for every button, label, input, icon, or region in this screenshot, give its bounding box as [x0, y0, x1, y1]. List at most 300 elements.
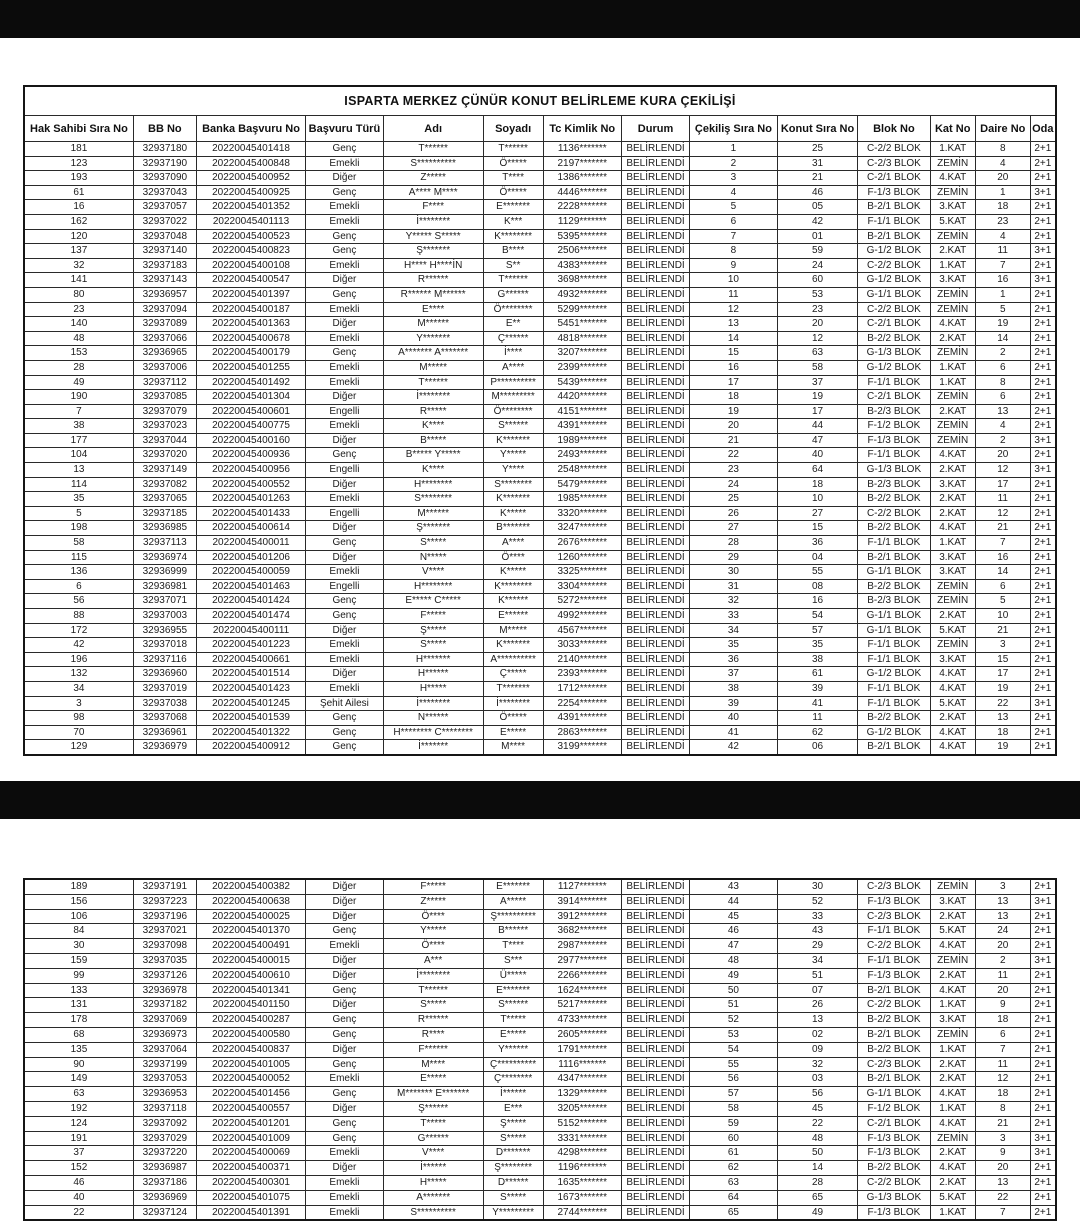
cell: 20 — [777, 317, 857, 332]
table-row — [24, 492, 1056, 507]
cell: Y********* — [483, 1205, 543, 1220]
cell: 20220045400547 — [196, 273, 305, 288]
cell: BELİRLENDİ — [621, 879, 689, 894]
table-row — [24, 909, 1056, 924]
cell: R****** — [383, 1013, 483, 1028]
cell: 2.KAT — [930, 1146, 975, 1161]
cell: K***** — [483, 506, 543, 521]
cell: 20220045401463 — [196, 579, 305, 594]
table-row — [24, 652, 1056, 667]
cell: 32937018 — [133, 638, 196, 653]
cell: Ş******* — [383, 244, 483, 259]
cell: 1.KAT — [930, 536, 975, 551]
cell: BELİRLENDİ — [621, 317, 689, 332]
cell: 2+1 — [1030, 1116, 1056, 1131]
cell: 2+1 — [1030, 579, 1056, 594]
cell: V**** — [383, 1146, 483, 1161]
cell: Diğer — [306, 623, 383, 638]
cell: 15 — [777, 521, 857, 536]
cell: 20220045401201 — [196, 1116, 305, 1131]
cell: M********* — [483, 390, 543, 405]
cell: 33 — [777, 909, 857, 924]
cell: 20220045400952 — [196, 171, 305, 186]
cell: 20220045400823 — [196, 244, 305, 259]
cell: 2+1 — [1030, 1087, 1056, 1102]
cell: 20220045401304 — [196, 390, 305, 405]
cell: H**** H****İN — [383, 258, 483, 273]
cell: Genç — [306, 594, 383, 609]
cell: 20220045401514 — [196, 667, 305, 682]
cell: 20220045401397 — [196, 287, 305, 302]
cell: 20220045400371 — [196, 1161, 305, 1176]
cell: 2+1 — [1030, 317, 1056, 332]
cell: 1 — [975, 185, 1030, 200]
page-title: ISPARTA MERKEZ ÇÜNÜR KONUT BELİRLEME KURA ÇEKİLİŞİ — [24, 86, 1056, 116]
cell: 3+1 — [1030, 953, 1056, 968]
cell: 3+1 — [1030, 1146, 1056, 1161]
cell: 5 — [690, 200, 778, 215]
cell: 2.KAT — [930, 404, 975, 419]
cell: 18 — [975, 200, 1030, 215]
cell: 32937098 — [133, 939, 196, 954]
cell: ZEMİN — [930, 953, 975, 968]
cell: H******* — [383, 652, 483, 667]
cell: ZEMİN — [930, 156, 975, 171]
cell: BELİRLENDİ — [621, 360, 689, 375]
table-row — [24, 1190, 1056, 1205]
cell: 20220045400187 — [196, 302, 305, 317]
table-row — [24, 1161, 1056, 1176]
cell: 2977******* — [543, 953, 621, 968]
cell: BELİRLENDİ — [621, 346, 689, 361]
cell: 1196******* — [543, 1161, 621, 1176]
cell: 39 — [777, 681, 857, 696]
cell: BELİRLENDİ — [621, 1087, 689, 1102]
cell: 2.KAT — [930, 1072, 975, 1087]
cell: 23 — [975, 214, 1030, 229]
cell: G-1/2 BLOK — [858, 244, 930, 259]
cell: 20220045401363 — [196, 317, 305, 332]
cell: R****** — [383, 273, 483, 288]
cell: 20 — [975, 939, 1030, 954]
cell: C-2/2 BLOK — [858, 1175, 930, 1190]
cell: 2+1 — [1030, 214, 1056, 229]
cell: M***** — [383, 360, 483, 375]
cell: 6 — [975, 390, 1030, 405]
cell: 27 — [690, 521, 778, 536]
cell: 49 — [24, 375, 133, 390]
cell: R**** — [383, 1027, 483, 1042]
cell: 32937044 — [133, 433, 196, 448]
cell: 2228******* — [543, 200, 621, 215]
cell: R****** M****** — [383, 287, 483, 302]
cell: Genç — [306, 244, 383, 259]
cell: 2987******* — [543, 939, 621, 954]
cell: Engelli — [306, 463, 383, 478]
cell: 20220045401370 — [196, 924, 305, 939]
cell: 32937048 — [133, 229, 196, 244]
cell: BELİRLENDİ — [621, 390, 689, 405]
cell: M******* E******* — [383, 1087, 483, 1102]
cell: M****** — [383, 506, 483, 521]
cell: 33 — [690, 609, 778, 624]
cell: 4347******* — [543, 1072, 621, 1087]
cell: 9 — [975, 1146, 1030, 1161]
cell: 11 — [690, 287, 778, 302]
cell: C-2/1 BLOK — [858, 390, 930, 405]
cell: B***** — [383, 433, 483, 448]
cell: 1673******* — [543, 1190, 621, 1205]
cell: 2.KAT — [930, 968, 975, 983]
cell: 62 — [777, 725, 857, 740]
cell: 20220045401433 — [196, 506, 305, 521]
cell: 20220045401352 — [196, 200, 305, 215]
cell: 3.KAT — [930, 894, 975, 909]
table-row — [24, 565, 1056, 580]
cell: 7 — [975, 258, 1030, 273]
cell: 20 — [975, 171, 1030, 186]
cell: Emekli — [306, 200, 383, 215]
cell: Diğer — [306, 998, 383, 1013]
cell: 2+1 — [1030, 1013, 1056, 1028]
table-row — [24, 983, 1056, 998]
cell: Diğer — [306, 894, 383, 909]
cell: S***** — [383, 998, 483, 1013]
cell: Diğer — [306, 273, 383, 288]
cell: Genç — [306, 983, 383, 998]
cell: 21 — [975, 521, 1030, 536]
cell: 104 — [24, 448, 133, 463]
cell: S***** — [383, 638, 483, 653]
cell: 5 — [975, 594, 1030, 609]
cell: 57 — [690, 1087, 778, 1102]
column-header: Adı — [383, 116, 483, 142]
cell: 11 — [975, 492, 1030, 507]
cell: G-1/3 BLOK — [858, 346, 930, 361]
cell: İ******** — [383, 390, 483, 405]
cell: BELİRLENDİ — [621, 1190, 689, 1205]
cell: 19 — [975, 681, 1030, 696]
cell: 20220045401255 — [196, 360, 305, 375]
cell: Ş***** — [483, 1116, 543, 1131]
cell: Genç — [306, 229, 383, 244]
cell: 3+1 — [1030, 894, 1056, 909]
cell: 14 — [975, 565, 1030, 580]
cell: 32937085 — [133, 390, 196, 405]
cell: H******** — [383, 477, 483, 492]
cell: 11 — [975, 968, 1030, 983]
cell: 1.KAT — [930, 375, 975, 390]
cell: 14 — [777, 1161, 857, 1176]
cell: BELİRLENDİ — [621, 331, 689, 346]
cell: 24 — [975, 924, 1030, 939]
cell: 90 — [24, 1057, 133, 1072]
cell: Genç — [306, 1013, 383, 1028]
table-row — [24, 550, 1056, 565]
cell: ZEMİN — [930, 879, 975, 894]
cell: 54 — [777, 609, 857, 624]
cell: BELİRLENDİ — [621, 725, 689, 740]
cell: 32937190 — [133, 156, 196, 171]
cell: 63 — [24, 1087, 133, 1102]
cell: Ş********** — [483, 909, 543, 924]
cell: F-1/1 BLOK — [858, 681, 930, 696]
cell: 32937021 — [133, 924, 196, 939]
cell: BELİRLENDİ — [621, 894, 689, 909]
cell: 4.KAT — [930, 725, 975, 740]
cell: 20220045401423 — [196, 681, 305, 696]
cell: 32937094 — [133, 302, 196, 317]
cell: 4 — [975, 419, 1030, 434]
cell: 2+1 — [1030, 404, 1056, 419]
cell: BELİRLENDİ — [621, 375, 689, 390]
cell: Diğer — [306, 968, 383, 983]
cell: 46 — [690, 924, 778, 939]
cell: 5 — [24, 506, 133, 521]
cell: 53 — [690, 1027, 778, 1042]
cell: ZEMİN — [930, 433, 975, 448]
cell: 2+1 — [1030, 740, 1056, 755]
table-row — [24, 1116, 1056, 1131]
cell: 7 — [975, 536, 1030, 551]
cell: 2.KAT — [930, 463, 975, 478]
cell: 13 — [975, 1175, 1030, 1190]
cell: 3+1 — [1030, 433, 1056, 448]
cell: C-2/2 BLOK — [858, 939, 930, 954]
table-row — [24, 404, 1056, 419]
cell: 32937089 — [133, 317, 196, 332]
cell: 2+1 — [1030, 360, 1056, 375]
header-row — [24, 116, 1056, 142]
cell: 18 — [975, 725, 1030, 740]
cell: Diğer — [306, 521, 383, 536]
cell: 20220045400301 — [196, 1175, 305, 1190]
cell: 2+1 — [1030, 448, 1056, 463]
cell: 2 — [690, 156, 778, 171]
cell: K******* — [483, 638, 543, 653]
cell: 20220045400011 — [196, 536, 305, 551]
cell: 37 — [777, 375, 857, 390]
cell: 20220045400775 — [196, 419, 305, 434]
cell: 3207******* — [543, 346, 621, 361]
cell: 177 — [24, 433, 133, 448]
cell: B-2/1 BLOK — [858, 740, 930, 755]
cell: 34 — [24, 681, 133, 696]
cell: M**** — [383, 1057, 483, 1072]
cell: 3320******* — [543, 506, 621, 521]
cell: Ö******** — [483, 302, 543, 317]
cell: 21 — [975, 623, 1030, 638]
cell: 2.KAT — [930, 711, 975, 726]
cell: 4.KAT — [930, 1161, 975, 1176]
cell: 16 — [690, 360, 778, 375]
table-row — [24, 448, 1056, 463]
cell: 20220045400601 — [196, 404, 305, 419]
cell: T**** — [483, 171, 543, 186]
cell: K*** — [483, 214, 543, 229]
cell: Ş******** — [483, 1161, 543, 1176]
cell: 5479******* — [543, 477, 621, 492]
cell: 84 — [24, 924, 133, 939]
column-header: Konut Sıra No — [777, 116, 857, 142]
cell: 4391******* — [543, 711, 621, 726]
cell: S***** — [483, 1190, 543, 1205]
cell: H***** — [383, 1175, 483, 1190]
cell: H******** C******** — [383, 725, 483, 740]
column-header: Daire No — [975, 116, 1030, 142]
cell: 63 — [777, 346, 857, 361]
cell: Diğer — [306, 879, 383, 894]
cell: 56 — [690, 1072, 778, 1087]
table-row — [24, 346, 1056, 361]
cell: 6 — [24, 579, 133, 594]
cell: 20 — [690, 419, 778, 434]
cell: 22 — [24, 1205, 133, 1220]
cell: 06 — [777, 740, 857, 755]
cell: 5.KAT — [930, 1190, 975, 1205]
cell: 20220045400925 — [196, 185, 305, 200]
cell: 2+1 — [1030, 492, 1056, 507]
table-row — [24, 273, 1056, 288]
cell: 36 — [690, 652, 778, 667]
cell: 6 — [975, 360, 1030, 375]
cell: 2+1 — [1030, 1057, 1056, 1072]
cell: 2+1 — [1030, 1190, 1056, 1205]
cell: Emekli — [306, 1175, 383, 1190]
cell: Diğer — [306, 433, 383, 448]
cell: K******* — [483, 492, 543, 507]
cell: Emekli — [306, 652, 383, 667]
cell: E****** — [483, 609, 543, 624]
cell: 2+1 — [1030, 200, 1056, 215]
table-row — [24, 185, 1056, 200]
cell: F-1/1 BLOK — [858, 696, 930, 711]
cell: BELİRLENDİ — [621, 1116, 689, 1131]
cell: 32937196 — [133, 909, 196, 924]
table-row — [24, 419, 1056, 434]
cell: 5.KAT — [930, 696, 975, 711]
cell: Emekli — [306, 375, 383, 390]
cell: 16 — [975, 273, 1030, 288]
cell: 3.KAT — [930, 550, 975, 565]
cell: 20220045400557 — [196, 1101, 305, 1116]
cell: 32936955 — [133, 623, 196, 638]
cell: 2+1 — [1030, 909, 1056, 924]
cell: 61 — [690, 1146, 778, 1161]
cell: 20220045401150 — [196, 998, 305, 1013]
cell: 2744******* — [543, 1205, 621, 1220]
cell: G-1/3 BLOK — [858, 1190, 930, 1205]
cell: 2393******* — [543, 667, 621, 682]
cell: F-1/1 BLOK — [858, 536, 930, 551]
cell: 2+1 — [1030, 667, 1056, 682]
cell: 13 — [690, 317, 778, 332]
cell: 20220045401341 — [196, 983, 305, 998]
cell: 3 — [975, 638, 1030, 653]
cell: 10 — [690, 273, 778, 288]
cell: 1116******* — [543, 1057, 621, 1072]
cell: 2.KAT — [930, 244, 975, 259]
cell: 56 — [777, 1087, 857, 1102]
cell: T**** — [483, 939, 543, 954]
cell: G****** — [483, 287, 543, 302]
cell: F-1/3 BLOK — [858, 894, 930, 909]
cell: ZEMİN — [930, 185, 975, 200]
cell: 193 — [24, 171, 133, 186]
cell: Y******* — [383, 331, 483, 346]
cell: 2+1 — [1030, 609, 1056, 624]
cell: 17 — [975, 667, 1030, 682]
cell: Emekli — [306, 681, 383, 696]
table-row — [24, 317, 1056, 332]
cell: Y***** S***** — [383, 229, 483, 244]
cell: K******** — [483, 579, 543, 594]
cell: 3 — [975, 879, 1030, 894]
cell: 32936961 — [133, 725, 196, 740]
cell: G-1/2 BLOK — [858, 725, 930, 740]
cell: 2+1 — [1030, 939, 1056, 954]
cell: 62 — [690, 1161, 778, 1176]
cell: 49 — [690, 968, 778, 983]
table-row — [24, 953, 1056, 968]
cell: 2+1 — [1030, 652, 1056, 667]
cell: Genç — [306, 287, 383, 302]
cell: 1.KAT — [930, 360, 975, 375]
cell: 13 — [975, 894, 1030, 909]
cell: 4 — [690, 185, 778, 200]
cell: 5439******* — [543, 375, 621, 390]
lottery-table-page-1 — [23, 85, 1057, 756]
cell: 1791******* — [543, 1042, 621, 1057]
cell: Genç — [306, 1116, 383, 1131]
cell: 1.KAT — [930, 142, 975, 157]
cell: 9 — [690, 258, 778, 273]
table-row — [24, 302, 1056, 317]
cell: BELİRLENDİ — [621, 1042, 689, 1057]
page-separator-bar — [0, 781, 1080, 819]
cell: B****** — [483, 924, 543, 939]
cell: 3247******* — [543, 521, 621, 536]
cell: 5.KAT — [930, 623, 975, 638]
cell: F-1/2 BLOK — [858, 419, 930, 434]
cell: ZEMİN — [930, 302, 975, 317]
cell: 12 — [975, 1072, 1030, 1087]
cell: A***** — [483, 894, 543, 909]
cell: Engelli — [306, 579, 383, 594]
cell: 3912******* — [543, 909, 621, 924]
cell: 32936953 — [133, 1087, 196, 1102]
cell: 20220045400614 — [196, 521, 305, 536]
cell: BELİRLENDİ — [621, 550, 689, 565]
cell: 70 — [24, 725, 133, 740]
cell: 8 — [975, 142, 1030, 157]
cell: 32937038 — [133, 696, 196, 711]
cell: 02 — [777, 1027, 857, 1042]
cell: 20220045401005 — [196, 1057, 305, 1072]
cell: 178 — [24, 1013, 133, 1028]
table-row — [24, 894, 1056, 909]
cell: M****** — [383, 317, 483, 332]
cell: 32936979 — [133, 740, 196, 755]
cell: 26 — [690, 506, 778, 521]
cell: C-2/3 BLOK — [858, 909, 930, 924]
cell: 133 — [24, 983, 133, 998]
cell: BELİRLENDİ — [621, 681, 689, 696]
cell: B-2/3 BLOK — [858, 477, 930, 492]
cell: ZEMİN — [930, 229, 975, 244]
cell: 44 — [777, 419, 857, 434]
cell: M**** — [483, 740, 543, 755]
